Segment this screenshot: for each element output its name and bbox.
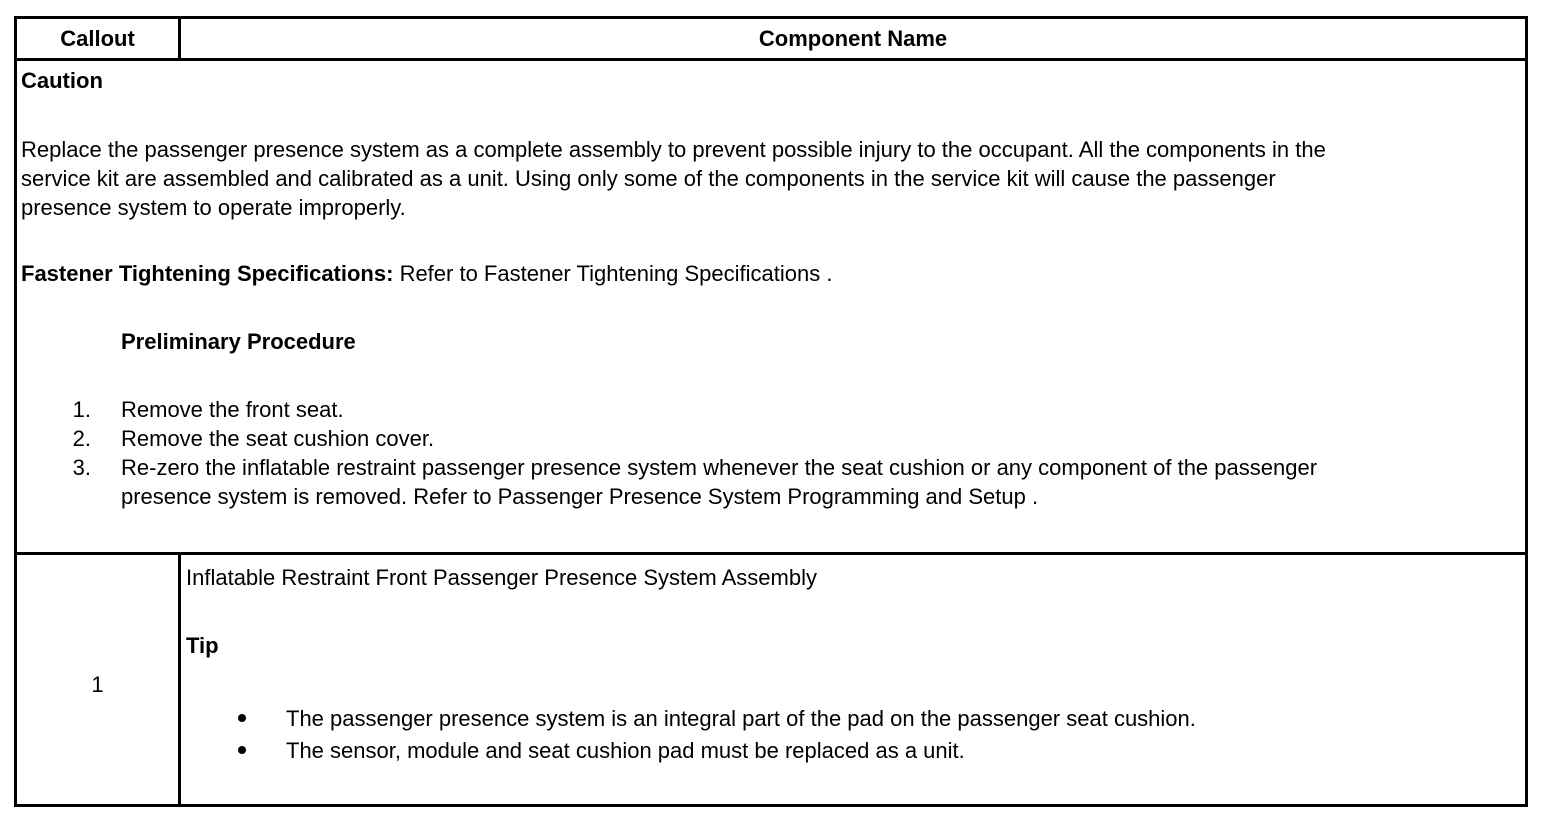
bullet-icon — [238, 714, 246, 722]
tip-item: The passenger presence system is an integral part of the pad on the passenger seat cushion. — [286, 706, 1196, 731]
bullet-icon — [238, 746, 246, 754]
component-table — [14, 16, 1528, 807]
component-name: Inflatable Restraint Front Passenger Presence System Assembly — [186, 565, 817, 590]
step-text: Re-zero the inflatable restraint passenger presence system whenever the seat cushion or any component of the passenger — [121, 455, 1318, 480]
table-header-row — [17, 19, 1525, 61]
step-text: Remove the seat cushion cover. — [121, 426, 435, 451]
fastener-spec-line — [21, 259, 832, 288]
step-number: 1. — [72, 397, 91, 422]
callout-number: 1 — [91, 672, 104, 697]
caution-row — [17, 61, 1525, 555]
step-text: Remove the front seat. — [121, 397, 344, 422]
caution-cell — [17, 61, 1525, 552]
tip-title: Tip — [186, 633, 219, 658]
caution-text-line: presence system to operate improperly. — [21, 195, 406, 220]
step-number: 2. — [72, 426, 91, 451]
table-row — [17, 555, 1525, 804]
tip-item: The sensor, module and seat cushion pad must be replaced as a unit. — [286, 738, 965, 763]
fastener-spec-label: Fastener Tightening Specifications: — [21, 261, 394, 286]
component-name-column-header: Component Name — [758, 25, 948, 51]
callout-column-header: Callout — [17, 19, 181, 58]
preliminary-procedure-title: Preliminary Procedure — [121, 329, 356, 354]
caution-text-line: Replace the passenger presence system as a complete assembly to prevent possible injury to the occupant. All the components in the — [21, 137, 1326, 162]
step-text-continued: presence system is removed. Refer to Passenger Presence System Programming and Setup . — [121, 484, 1039, 509]
caution-title: Caution — [21, 68, 103, 93]
callout-cell — [17, 555, 181, 804]
fastener-spec-link[interactable]: Refer to Fastener Tightening Specifications . — [399, 261, 833, 286]
caution-text-line: service kit are assembled and calibrated as a unit. Using only some of the components in the service kit will cause the passenger — [21, 166, 1276, 191]
step-number: 3. — [72, 455, 91, 480]
component-name-cell — [181, 555, 1525, 804]
